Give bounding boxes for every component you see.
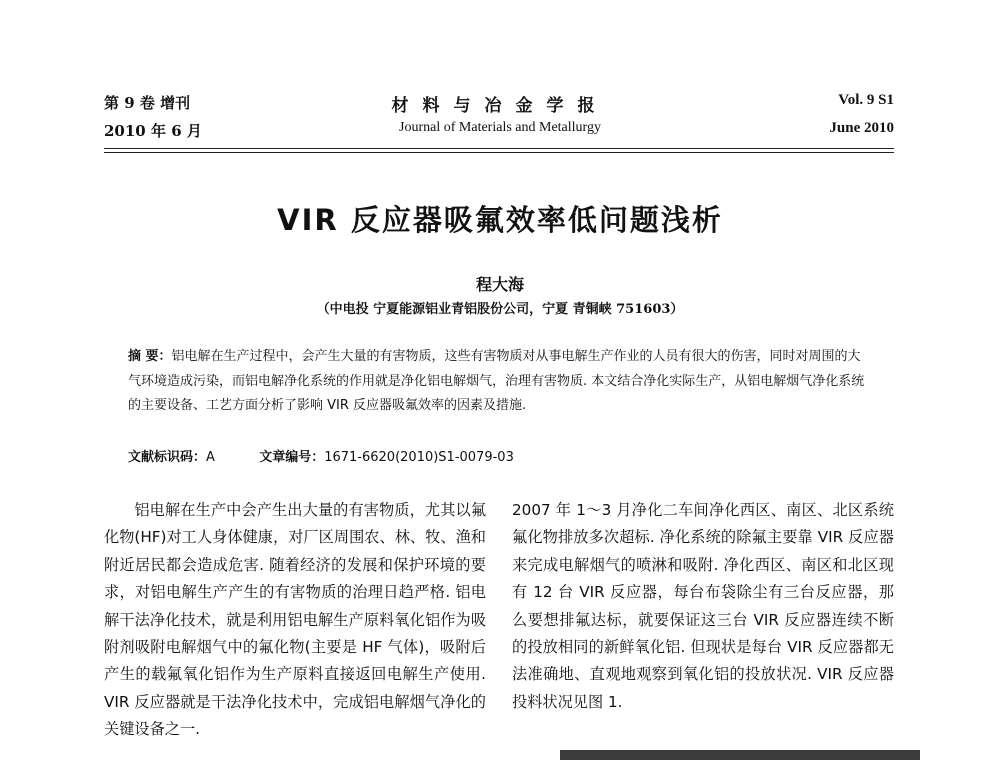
body-paragraph: 2007 年 1～3 月净化二车间净化西区、南区、北区系统氟化物排放多次超标. 净化系统的除氟主要靠 VIR 反应器来完成电解烟气的喷淋和吸附. 净化西区、南区和北区现有 12 台 VIR 反应器，每台布袋除尘有三台反应器，那么要想排氟达标，就要保证这三台 VIR 反应器连续不断的投放相同的新鲜氧化铝. 但现状是每台 VIR 反应器都无法准确地、直观地观察到氧化铝的投放状况. VIR 反应器投料状况见图 1. [512, 501, 894, 711]
abstract-label: 摘 要： [128, 349, 172, 364]
date-label-zh: 2010 年 6 月 [104, 122, 202, 140]
author-affiliation: （中电投 宁夏能源铝业青铝股份公司，宁夏 青铜峡 751603） [316, 302, 684, 317]
abstract [128, 345, 868, 419]
article-number-label: 文章编号： [259, 450, 325, 465]
doc-code: A [206, 450, 215, 465]
abstract-text: 铝电解在生产过程中，会产生大量的有害物质，这些有害物质对从事电解生产作业的人员有很大的伤害，同时对周围的大气环境造成污染，而铝电解净化系统的作用就是净化铝电解烟气，治理有害物质. 本文结合净化实际生产，从铝电解烟气净化系统的主要设备、工艺方面分析了影响 VIR 反应器吸氟效率的因素及措施. [128, 349, 865, 413]
paper-title: VIR 反应器吸氟效率低问题浅析 [277, 203, 723, 237]
body-column-right [512, 497, 894, 716]
body-paragraph: 铝电解在生产中会产生出大量的有害物质，尤其以氟化物(HF)对工人身体健康，对厂区周围农、林、牧、渔和附近居民都会造成危害. 随着经济的发展和保护环境的要求，对铝电解生产产生的有害物质的治理日趋严格. 铝电解干法净化技术，就是利用铝电解生产原料氧化铝作为吸附剂吸附电解烟气中的氟化物(主要是 HF 气体)，吸附后产生的载氟氧化铝作为生产原料直接返回电解生产使用. VIR 反应器就是干法净化技术中，完成铝电解烟气净化的关键设备之一. [104, 501, 486, 739]
journal-name-zh: 材料与冶金学报 [391, 96, 609, 116]
doc-code-label: 文献标识码： [128, 450, 207, 465]
volume-label-zh: 第 9 卷 增刊 [104, 94, 191, 112]
article-number: 1671-6620(2010)S1-0079-03 [324, 450, 514, 465]
journal-name-en: Journal of Materials and Metallurgy [399, 120, 601, 135]
author-name: 程大海 [475, 275, 524, 294]
article-meta [128, 446, 514, 465]
volume-label-en: Vol. 9 S1 [838, 92, 894, 108]
figure-1-image-edge [560, 750, 920, 760]
body-column-left [104, 497, 486, 744]
date-label-en: June 2010 [829, 120, 894, 136]
header-rule-bottom [104, 152, 894, 153]
header-rule-top [104, 148, 894, 149]
